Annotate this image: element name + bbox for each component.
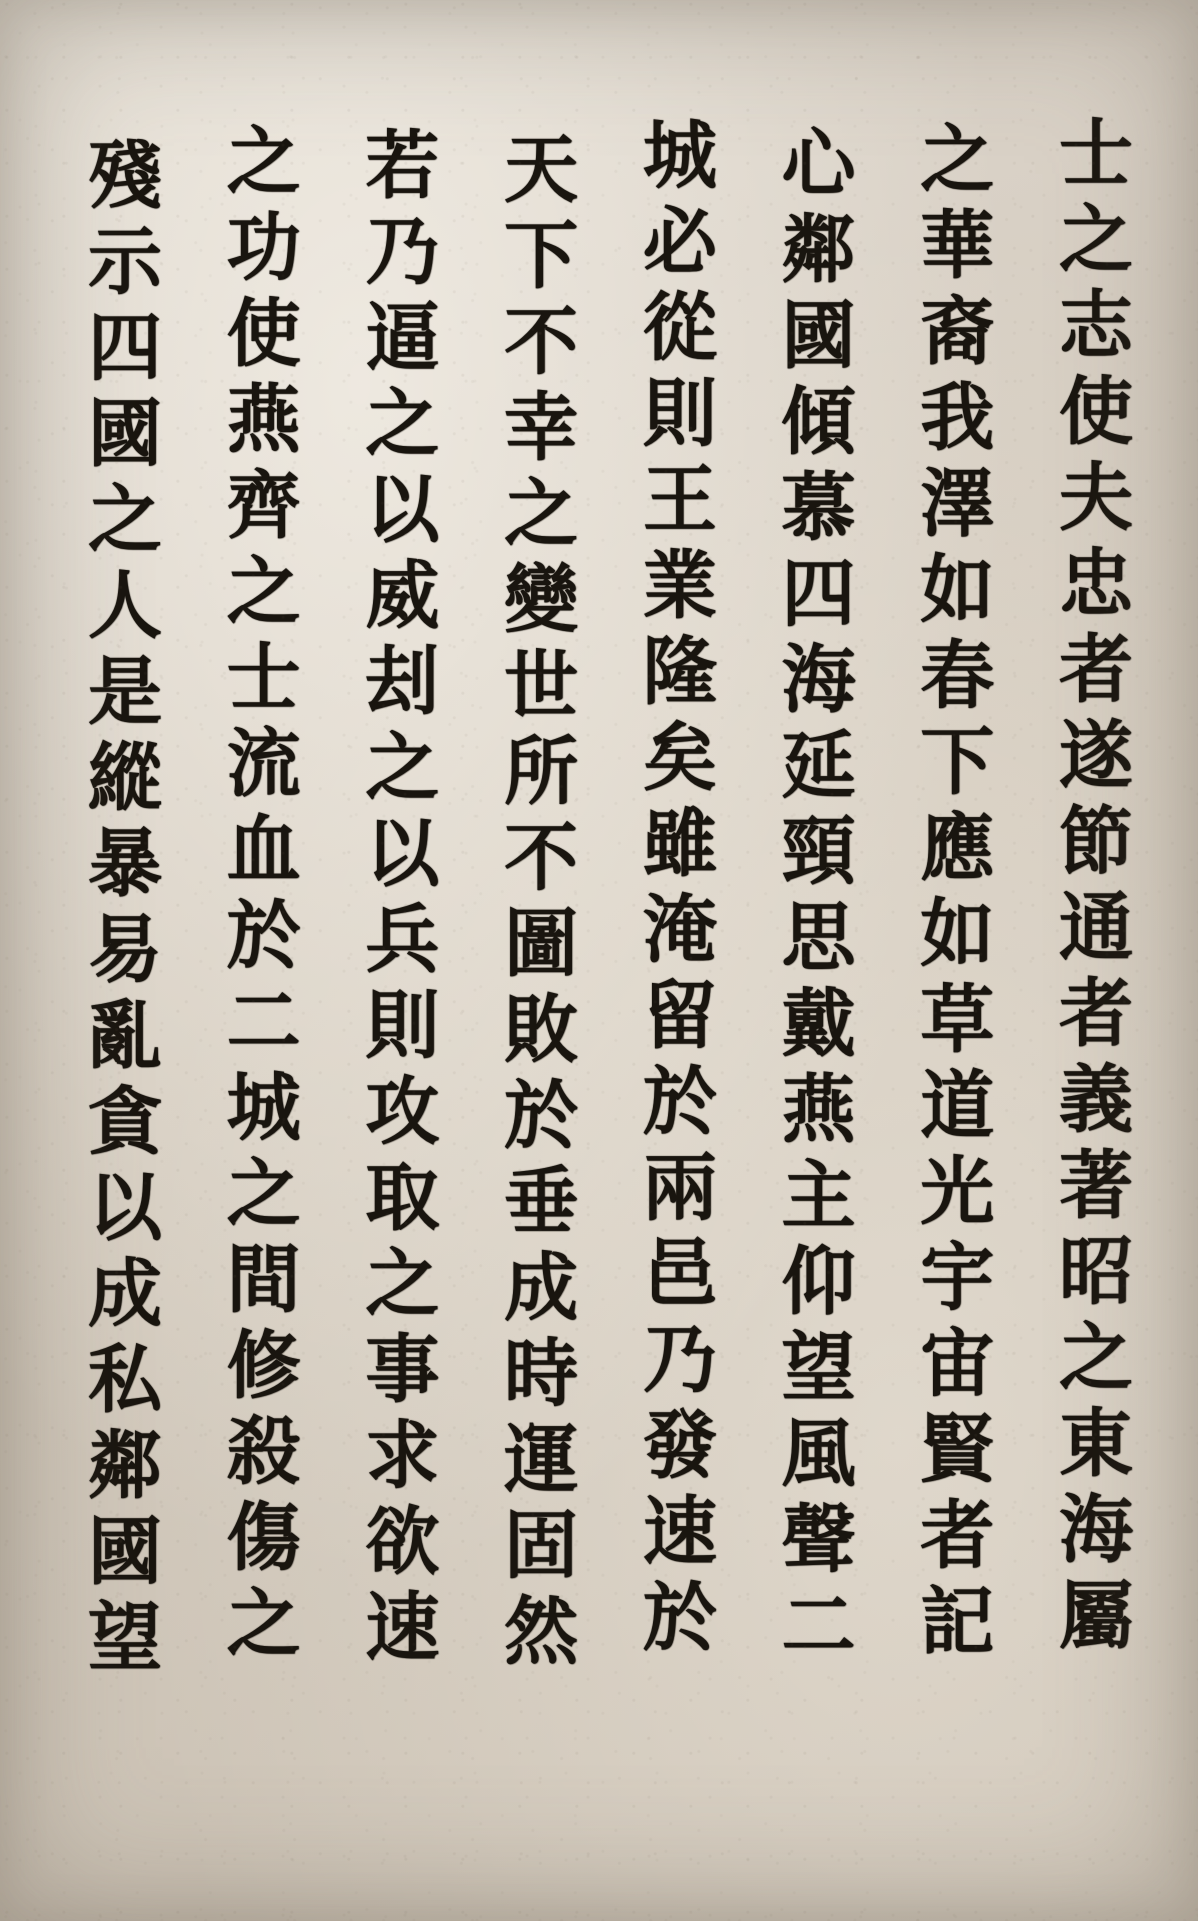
text-column: 之華裔我澤如春下應如草道光宇宙賢者記 (908, 120, 995, 1668)
text-column: 天下不幸之變世所不圖敗於垂成時運固然 (492, 130, 579, 1678)
text-column: 心鄰國傾慕四海延頸思戴燕主仰望風聲二 (769, 124, 856, 1672)
text-column: 之功使燕齊之士流血於二城之間修殺傷之 (214, 122, 301, 1670)
text-column: 士之志使夫忠者遂節通者義著昭之東海屬 (1046, 114, 1133, 1662)
calligraphy-text-block (75, 96, 1133, 1831)
text-column: 若乃逼之以威刦之以兵則攻取之事求欲速 (353, 126, 440, 1674)
text-column: 城必從則王業隆矣雖淹留於兩邑乃發速於 (630, 116, 717, 1664)
text-column: 殘示四國之人是縱暴易亂貪以成私鄰國望 (75, 136, 162, 1684)
